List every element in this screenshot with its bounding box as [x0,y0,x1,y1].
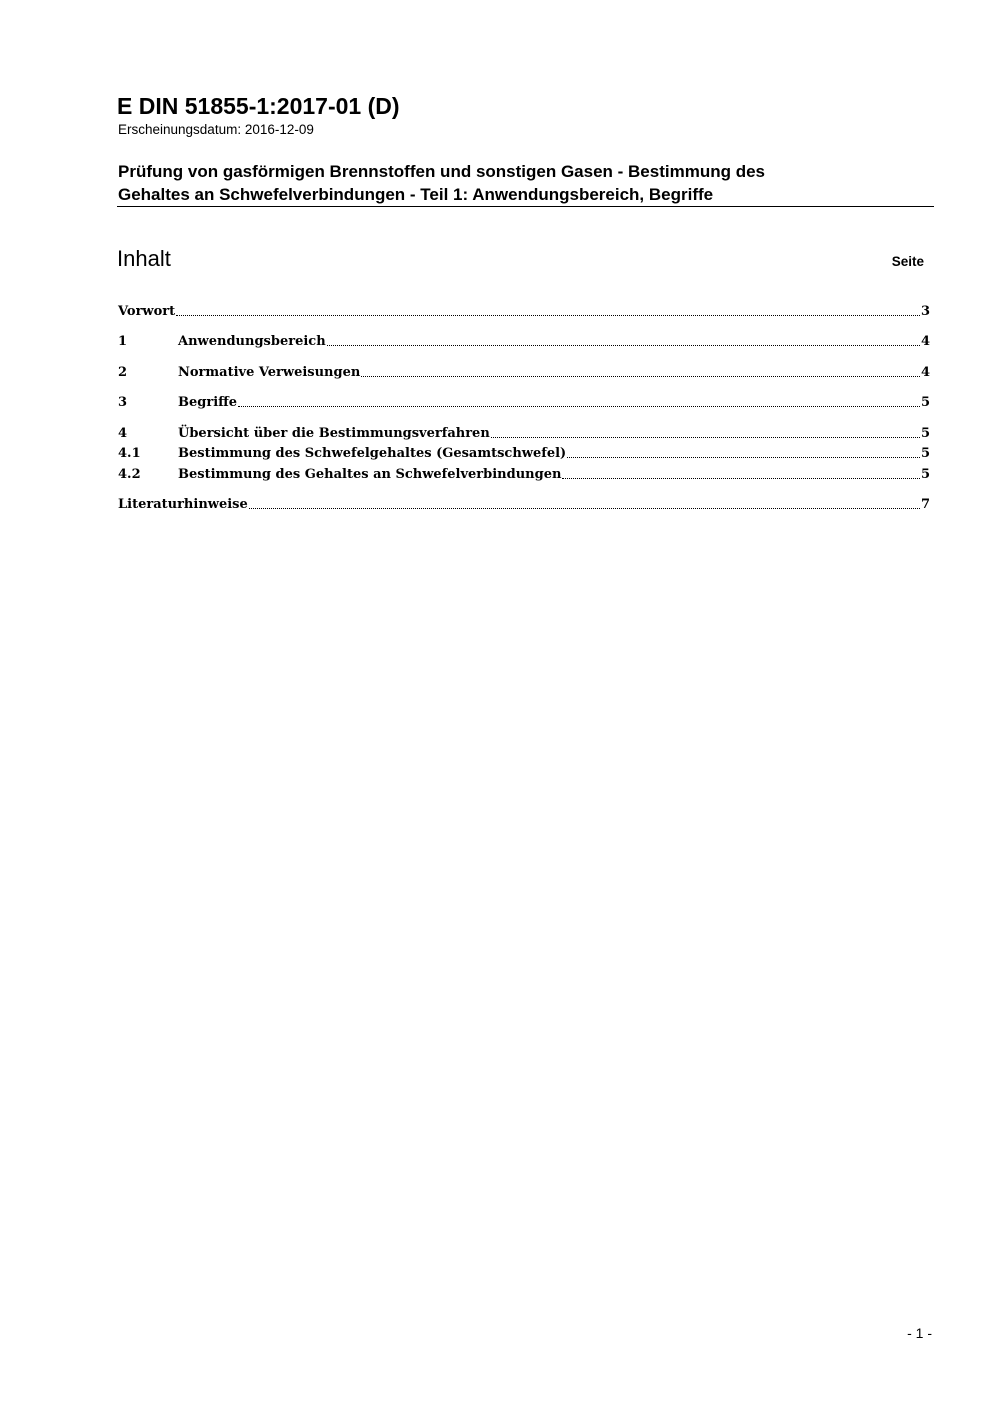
toc-entry-page: 5 [920,395,930,410]
toc-entry-vorwort[interactable] [118,302,930,321]
toc-entry-title: Literaturhinweise [118,497,248,512]
publication-date: Erscheinungsdatum: 2016-12-09 [118,122,314,137]
page-number: - 1 - [907,1325,932,1341]
toc-heading: Inhalt [117,246,171,271]
toc-entry-number: 2 [118,365,128,380]
title-divider [117,206,934,207]
toc-entry-title: Vorwort [118,304,176,319]
toc-leader [238,405,920,407]
toc-entry-page: 5 [920,467,930,482]
toc-entry-1[interactable] [118,332,930,351]
toc-entry-page: 3 [920,304,930,319]
toc-entry-title: Begriffe [178,395,238,410]
toc-entry-4-2[interactable] [118,465,930,484]
toc-entry-number: 4.1 [118,446,141,461]
document-title-line-2: Gehaltes an Schwefelverbindungen - Teil 1: Anwendungsbereich, Begriffe [118,185,714,204]
toc-entry-number: 4 [118,426,128,441]
toc-leader [327,344,920,346]
document-id: E DIN 51855-1:2017-01 (D) [117,93,400,119]
toc-entry-number: 3 [118,395,128,410]
toc-entry-title: Bestimmung des Gehaltes an Schwefelverbindungen [178,467,562,482]
toc-entry-page: 5 [920,446,930,461]
document-title [118,160,932,206]
toc-entry-page: 4 [920,365,930,380]
document-title-line-1: Prüfung von gasförmigen Brennstoffen und sonstigen Gasen - Bestimmung des [118,162,765,181]
toc-entry-title: Übersicht über die Bestimmungsverfahren [178,426,490,441]
toc-entry-3[interactable] [118,393,930,412]
toc-entry-4[interactable] [118,424,930,443]
toc-entry-page: 7 [920,497,930,512]
toc-entry-4-1[interactable] [118,444,930,463]
toc-leader [491,436,920,438]
toc-entry-2[interactable] [118,363,930,382]
toc-entry-title: Normative Verweisungen [178,365,361,380]
toc-entry-page: 4 [920,334,930,349]
toc-entry-number: 4.2 [118,467,141,482]
toc-entry-title: Anwendungsbereich [178,334,326,349]
toc-entry-number: 1 [118,334,128,349]
toc-entry-title: Bestimmung des Schwefelgehaltes (Gesamtschwefel) [178,446,567,461]
toc-leader [361,375,920,377]
toc-leader [249,507,920,509]
toc-page-column-label: Seite [891,254,924,269]
toc-leader [176,314,920,316]
toc-entry-literaturhinweise[interactable] [118,495,930,514]
toc-leader [562,477,920,479]
toc-entry-page: 5 [920,426,930,441]
toc-leader [567,456,920,458]
